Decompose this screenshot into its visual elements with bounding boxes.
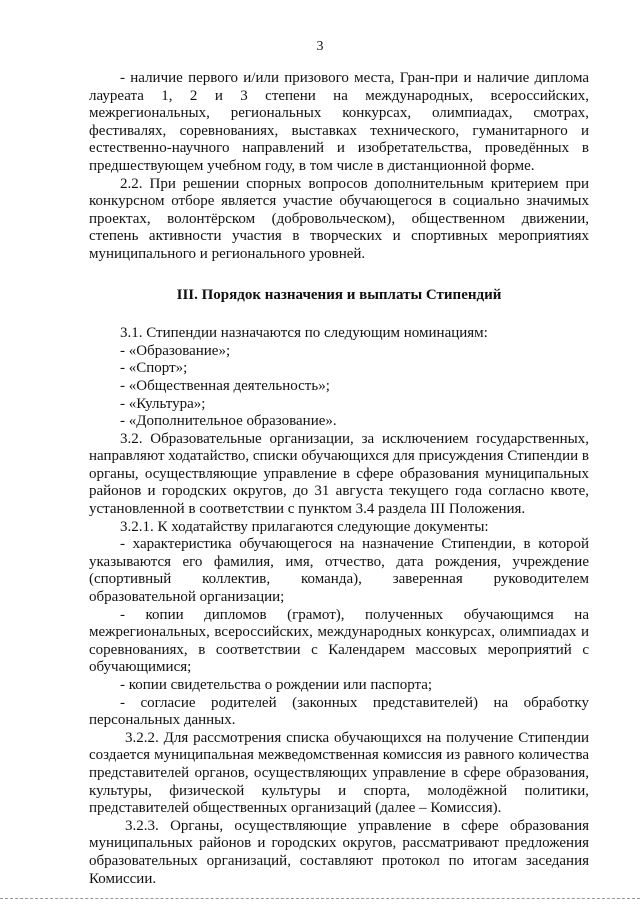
nomination-item: - «Дополнительное образование». xyxy=(120,413,337,430)
nomination-item: - «Спорт»; xyxy=(120,360,188,377)
section-3-2-3-paragraph: 3.2.3. Органы, осуществляющие управление в сфере образования муниципальных районов и городских округов, рассматривают предложения образовательных организаций, составляют протокол по итогам заседания Комиссии. xyxy=(89,817,589,887)
document-list-item: - копии свидетельства о рождении или паспорта; xyxy=(120,677,433,693)
scan-edge-line xyxy=(0,898,640,899)
section-3-2-2-paragraph: 3.2.2. Для рассмотрения списка обучающихся на получение Стипендии создается муниципальная межведомственная комиссия из равного количества представителей органов, осуществляющих управление в сфере образования, культуры, физической культуры и спорта, молодёжной политики, представителей общественных организаций (далее – Комиссия). xyxy=(89,729,589,817)
criteria-diploma-paragraph: - наличие первого и/или призового места, Гран-при и наличие диплома лауреата 1, 2 и 3 степени на международных, всероссийских, межрегиональных, региональных конкурсах, олимпиадах, смотрах, фестивалях, соревнованиях, выставках технического, гуманитарного и естественно-научного направлений и изобретательства, проведённых в предшествующем учебном году, в том числе в дистанционной форме. xyxy=(89,70,589,174)
section-3-2-paragraph: 3.2. Образовательные организации, за исключением государственных, направляют ходатайство, списки обучающихся для присуждения Стипендии в органы, осуществляющие управление в сфере образования муниципальных районов и городских округов, до 31 августа текущего года согласно квоте, установленной в соответствии с пунктом 3.4 раздела III Положения. xyxy=(89,430,589,518)
nomination-item: - «Культура»; xyxy=(120,395,206,412)
page-number: 3 xyxy=(316,39,324,54)
document-list-item: - характеристика обучающегося на назначение Стипендии, в которой указываются его фамилия, имя, отчество, дата рождения, учреждение (спортивный коллектив, команда), заверенная руководителем образовательной организации; xyxy=(89,536,589,606)
nomination-item: - «Общественная деятельность»; xyxy=(120,377,330,394)
section-3-2-1-paragraph: 3.2.1. К ходатайству прилагаются следующие документы: xyxy=(120,518,489,535)
section-3-heading: III. Порядок назначения и выплаты Стипендий xyxy=(176,286,502,303)
document-list-item: - копии дипломов (грамот), полученных обучающимся на межрегиональных, всероссийских, международных конкурсах, олимпиадах и соревнованиях, в соответствии с Календарем массовых мероприятий с обучающимися; xyxy=(89,606,589,676)
document-list-item: - согласие родителей (законных представителей) на обработку персональных данных. xyxy=(89,694,589,729)
section-3-1-paragraph: 3.1. Стипендии назначаются по следующим номинациям: xyxy=(120,325,488,342)
nomination-item: - «Образование»; xyxy=(120,342,231,359)
section-2-2-paragraph: 2.2. При решении спорных вопросов дополнительным критерием при конкурсном отборе является участие обучающегося в социально значимых проектах, волонтёрском (добровольческом), общественном движении, степень активности участия в творческих и спортивных мероприятиях муниципального и регионального уровней. xyxy=(89,175,589,262)
document-body xyxy=(89,70,589,888)
